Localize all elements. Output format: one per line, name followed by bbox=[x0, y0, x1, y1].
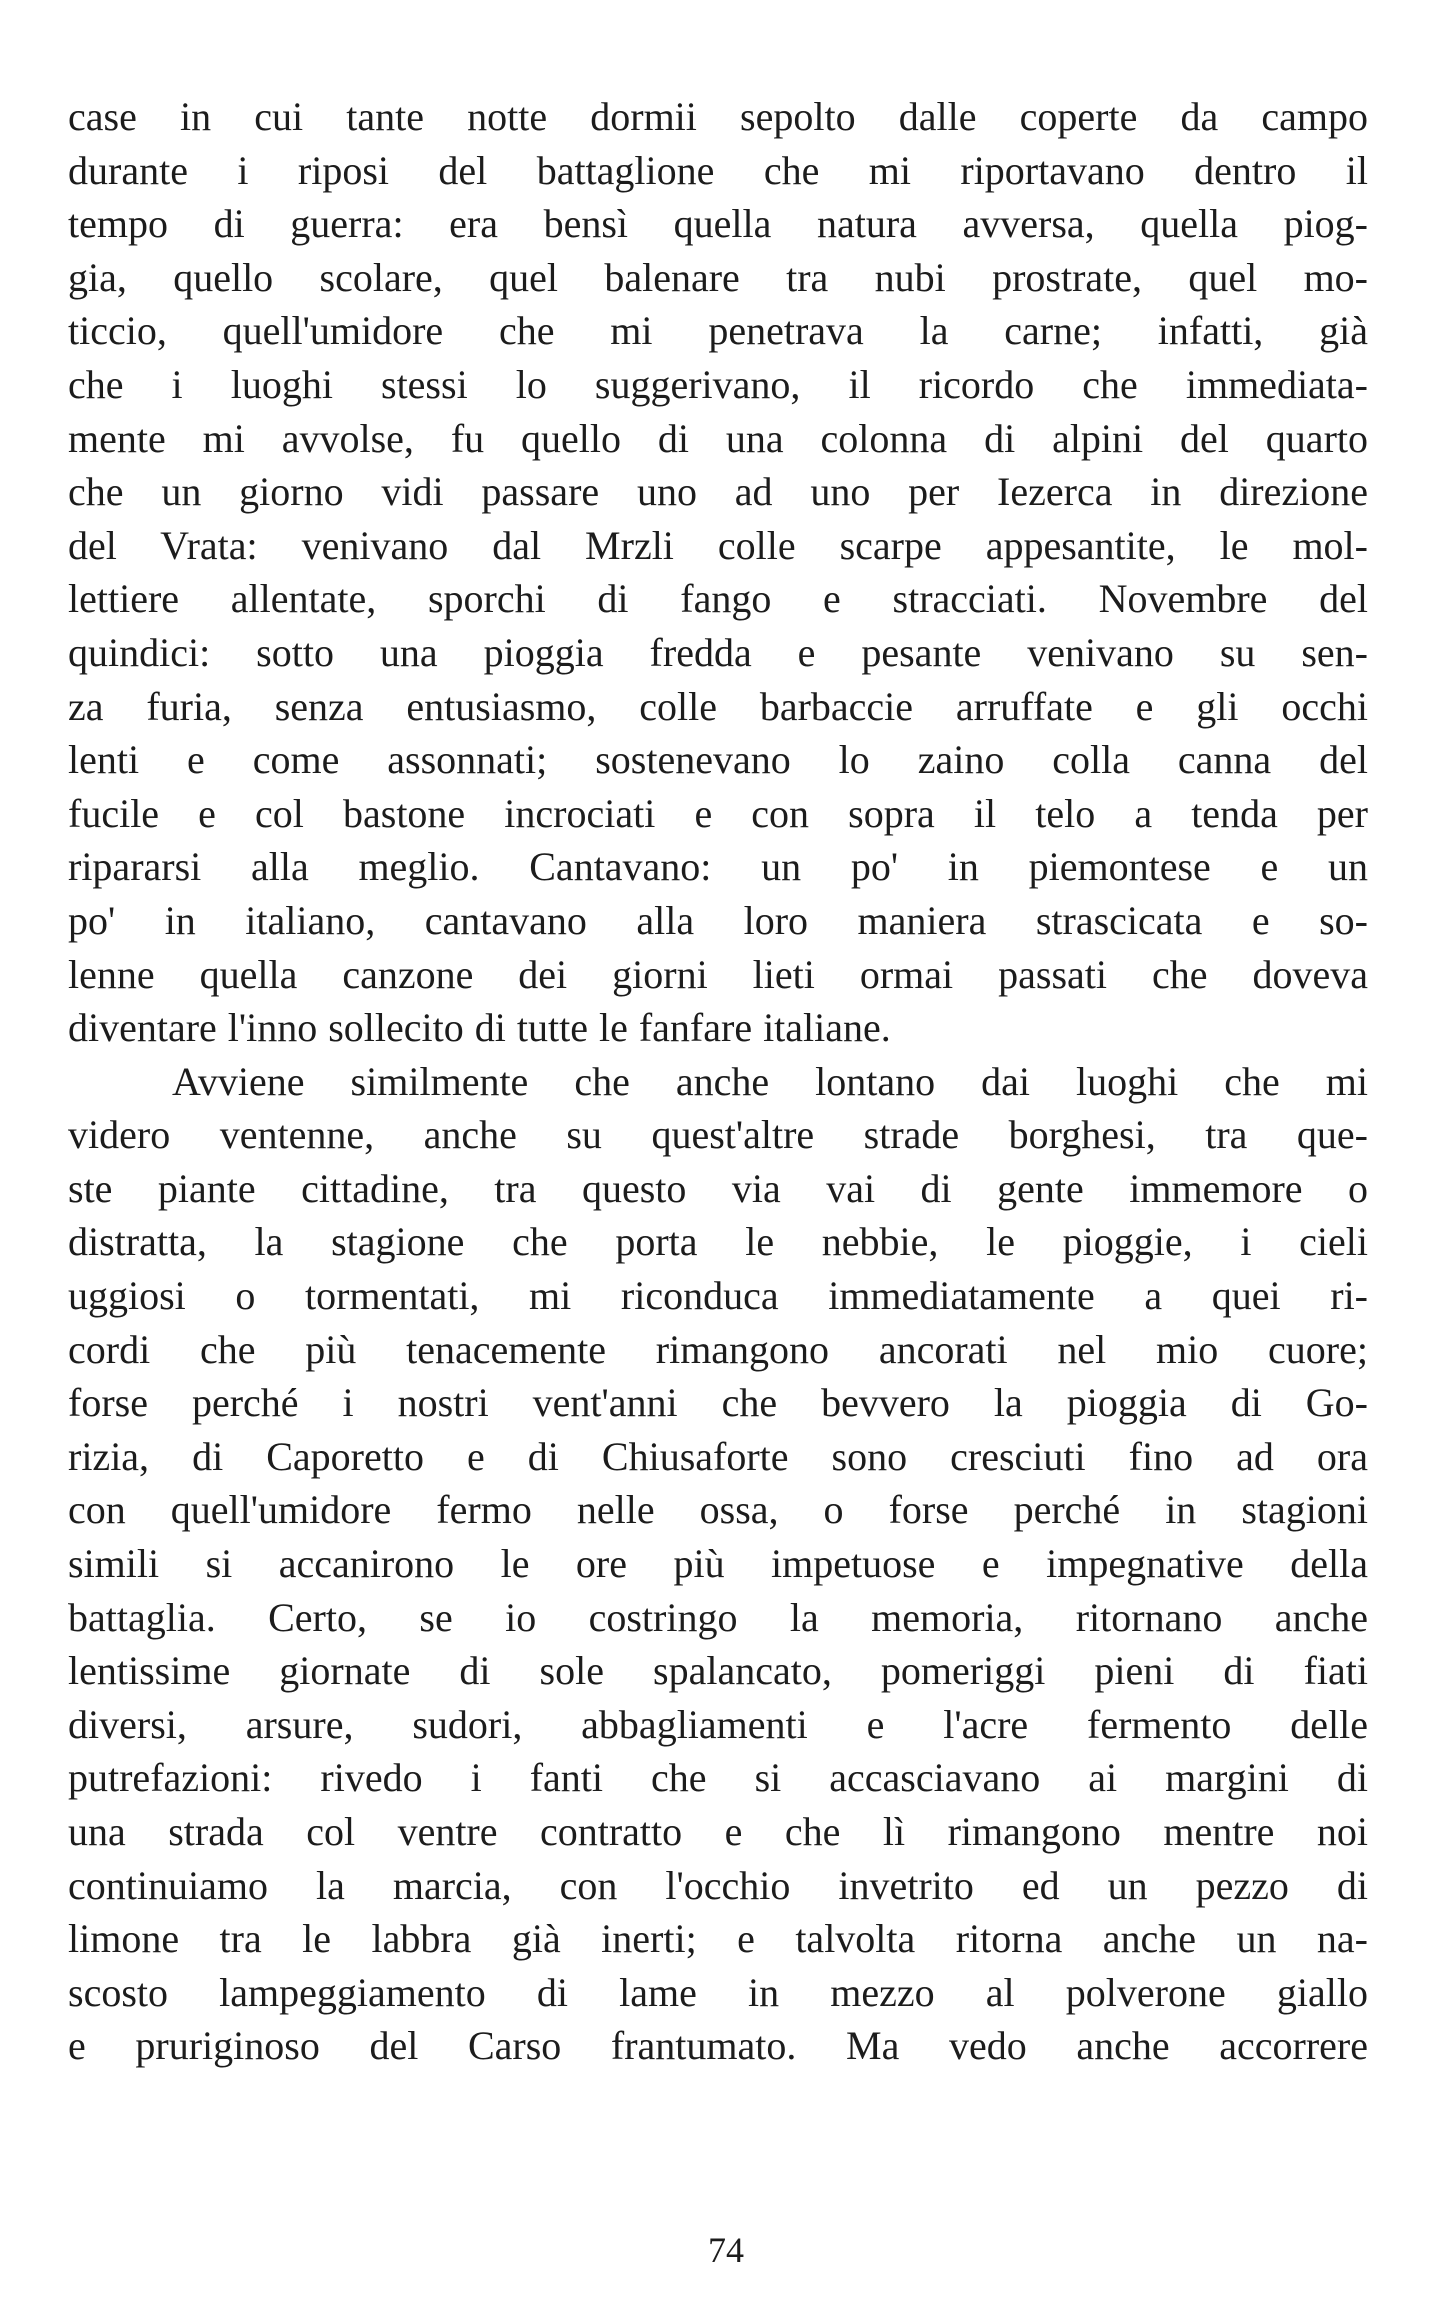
text-line: diventare l'inno sollecito di tutte le fanfare italiane. bbox=[68, 1005, 891, 1051]
text-line: diversi, arsure, sudori, abbagliamenti e l'acre fermento delle bbox=[68, 1701, 1368, 1747]
text-line: del Vrata: venivano dal Mrzli colle scarpe appesantite, le mol- bbox=[68, 522, 1368, 568]
text-line: continuiamo la marcia, con l'occhio invetrito ed un pezzo di bbox=[68, 1862, 1368, 1908]
text-line: ticcio, quell'umidore che mi penetrava la carne; infatti, già bbox=[68, 308, 1368, 354]
text-line: uggiosi o tormentati, mi riconduca immediatamente a quei ri- bbox=[68, 1273, 1368, 1319]
text-line: lenne quella canzone dei giorni lieti ormai passati che doveva bbox=[68, 951, 1368, 997]
page-number: 74 bbox=[708, 2230, 744, 2270]
text-line: lentissime giornate di sole spalancato, pomeriggi pieni di fiati bbox=[68, 1648, 1368, 1694]
text-line: forse perché i nostri vent'anni che bevvero la pioggia di Go- bbox=[68, 1380, 1368, 1426]
text-line: po' in italiano, cantavano alla loro maniera strascicata e so- bbox=[68, 897, 1368, 943]
text-line: cordi che più tenacemente rimangono ancorati nel mio cuore; bbox=[68, 1326, 1368, 1372]
text-line: battaglia. Certo, se io costringo la memoria, ritornano anche bbox=[68, 1594, 1368, 1640]
body-text bbox=[68, 90, 1368, 2073]
text-line: distratta, la stagione che porta le nebbie, le pioggie, i cieli bbox=[68, 1219, 1368, 1265]
text-line: Avviene similmente che anche lontano dai luoghi che mi bbox=[172, 1058, 1368, 1104]
text-line: una strada col ventre contratto e che lì rimangono mentre noi bbox=[68, 1809, 1368, 1854]
text-line: putrefazioni: rivedo i fanti che si accasciavano ai margini di bbox=[68, 1755, 1368, 1801]
text-line: fucile e col bastone incrociati e con sopra il telo a tenda per bbox=[68, 790, 1368, 836]
text-line: gia, quello scolare, quel balenare tra nubi prostrate, quel mo- bbox=[68, 254, 1368, 300]
text-line: che un giorno vidi passare uno ad uno per Iezerca in direzione bbox=[68, 469, 1368, 515]
text-line: che i luoghi stessi lo suggerivano, il ricordo che immediata- bbox=[68, 361, 1368, 407]
text-line: e pruriginoso del Carso frantumato. Ma vedo anche accorrere bbox=[68, 2023, 1368, 2069]
text-line: mente mi avvolse, fu quello di una colonna di alpini del quarto bbox=[68, 415, 1368, 461]
text-line: tempo di guerra: era bensì quella natura avversa, quella piog- bbox=[68, 201, 1368, 247]
paragraph-2 bbox=[68, 1055, 1368, 2073]
text-line: durante i riposi del battaglione che mi riportavano dentro il bbox=[68, 147, 1368, 193]
text-line: simili si accanirono le ore più impetuose e impegnative della bbox=[68, 1541, 1368, 1587]
text-line: lettiere allentate, sporchi di fango e stracciati. Novembre del bbox=[68, 576, 1368, 622]
text-line: ste piante cittadine, tra questo via vai di gente immemore o bbox=[68, 1165, 1368, 1211]
text-line: scosto lampeggiamento di lame in mezzo al polverone giallo bbox=[68, 1969, 1368, 2015]
text-line: quindici: sotto una pioggia fredda e pesante venivano su sen- bbox=[68, 629, 1368, 675]
text-line: za furia, senza entusiasmo, colle barbaccie arruffate e gli occhi bbox=[68, 683, 1368, 729]
text-line: ripararsi alla meglio. Cantavano: un po' in piemontese e un bbox=[68, 844, 1368, 890]
text-line: con quell'umidore fermo nelle ossa, o forse perché in stagioni bbox=[68, 1487, 1368, 1533]
text-line: lenti e come assonnati; sostenevano lo zaino colla canna del bbox=[68, 737, 1368, 783]
paragraph-1 bbox=[68, 90, 1368, 1055]
text-line: case in cui tante notte dormii sepolto dalle coperte da campo bbox=[68, 94, 1368, 139]
text-line: rizia, di Caporetto e di Chiusaforte sono cresciuti fino ad ora bbox=[68, 1433, 1368, 1479]
text-line: videro ventenne, anche su quest'altre strade borghesi, tra que- bbox=[68, 1112, 1368, 1158]
text-line: limone tra le labbra già inerti; e talvolta ritorna anche un na- bbox=[68, 1916, 1368, 1962]
